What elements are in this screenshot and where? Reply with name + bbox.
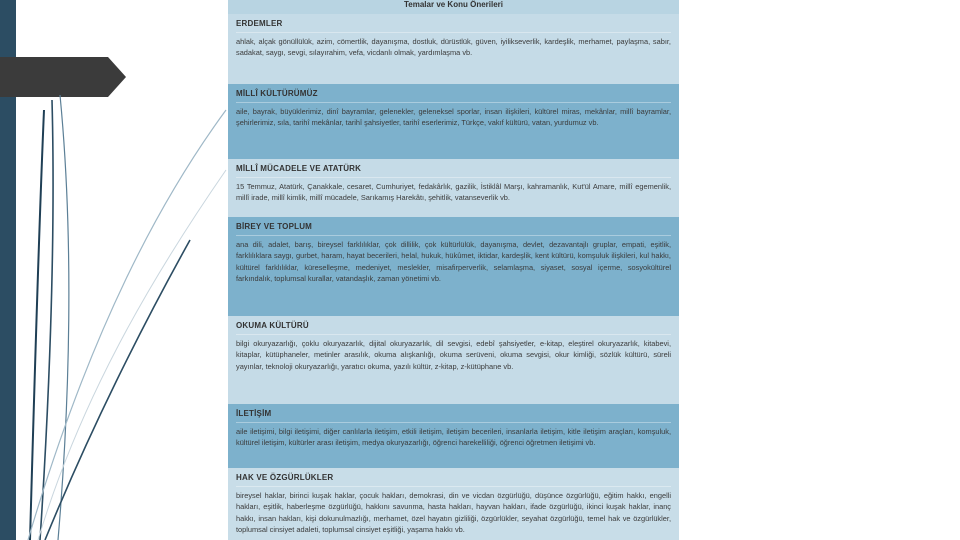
section-body: bireysel haklar, birinci kuşak haklar, çocuk hakları, demokrasi, din ve vicdan özgürlüğü, düşünce özgürlüğü, eğitim hakkı, engelli hakları, eşitlik, haberleşme özgürlüğü, hakkını savunma, hasta hakları, hayvan hakları, ifade özgürlüğü, ikinci kuşak haklar, inanç hakkı, insan hakları, kişi dokunulmazlığı, merhamet, özel hayatın gizliliği, özgürlükler, seyahat özgürlüğü, temel hak ve özgürlükler, toplumsal cinsiyet adaleti, toplumsal cinsiyet eşitliği, yaşama hakkı vb. — [236, 491, 671, 535]
section-body: aile iletişimi, bilgi iletişimi, diğer canlılarla iletişim, etkili iletişim, iletişim becerileri, insanlarla iletişim, kitle iletişim araçları, komşuluk, kültürel iletişim, kültürler arası iletişim, medya okuryazarlığı, öğrenci harekelliliği, öğrenci öğretmen iletişimi vb. — [236, 427, 671, 448]
section-erdemler — [228, 14, 679, 84]
section-heading: İLETİŞİM — [236, 408, 671, 423]
document-page — [228, 0, 679, 540]
section-milli-kulturumuz — [228, 84, 679, 159]
deco-line — [38, 170, 226, 540]
section-hak-ve-ozgurlukler — [228, 468, 679, 540]
section-heading: MİLLÎ KÜLTÜRÜMÜZ — [236, 88, 671, 103]
section-heading: HAK VE ÖZGÜRLÜKLER — [236, 472, 671, 487]
deco-line — [30, 110, 44, 540]
section-body: 15 Temmuz, Atatürk, Çanakkale, cesaret, Cumhuriyet, fedakârlık, gazilik, İstiklâl Marşı, kahramanlık, Kut'ül Amare, millî egemenlik, millî irade, millî kimlik, millî mücadele, Sarıkamış Harekâtı, şehitlik, vatanseverlik vb. — [236, 182, 671, 203]
section-birey-ve-toplum — [228, 217, 679, 316]
title-arrow-shape — [0, 57, 126, 97]
section-milli-mucadele — [228, 159, 679, 217]
section-body: ahlak, alçak gönüllülük, azim, cömertlik, dayanışma, dostluk, dürüstlük, güven, iyilikseverlik, kardeşlik, merhamet, paylaşma, sabır, sadakat, saygı, sevgi, sılayırahim, vefa, vicdanlı olmak, yardımlaşma vb. — [236, 37, 671, 58]
document-title: Temalar ve Konu Önerileri — [228, 0, 679, 14]
section-body: ana dili, adalet, barış, bireysel farklılıklar, çok dillilik, çok kültürlülük, dayanışma, devlet, dezavantajlı gruplar, empati, eşitlik, farklılıklara saygı, gurbet, haram, hayat becerileri, helal, hukuk, hükûmet, iktidar, kardeşlik, kent kültürü, komşuluk ilişkileri, kul hakkı, kültürel farklılıklar, küreselleşme, medeniyet, meslekler, misafirperverlik, selamlaşma, siyaset, sosyal içerme, sosyokültürel farkındalık, toplumsal kurallar, vatandaşlık, zaman yönetimi vb. — [236, 240, 671, 284]
deco-line — [58, 95, 69, 540]
section-heading: MİLLÎ MÜCADELE VE ATATÜRK — [236, 163, 671, 178]
deco-line — [28, 110, 226, 540]
decorative-lines — [0, 0, 230, 540]
section-heading: ERDEMLER — [236, 18, 671, 33]
section-body: bilgi okuryazarlığı, çoklu okuryazarlık, dijital okuryazarlık, dil sevgisi, edebî şahsiyetler, e-kitap, eleştirel okuryazarlık, kitabevi, kitaplar, kütüphaneler, metinler arasılık, okuma alışkanlığı, okuma serüveni, okuma sevgisi, okur kimliği, sözlük kültürü, süreli yayınlar, teknoloji okuryazarlığı, yaratıcı okuma, yazılı kültür, z-kitap, z-kütüphane vb. — [236, 339, 671, 371]
section-iletisim — [228, 404, 679, 468]
section-heading: OKUMA KÜLTÜRÜ — [236, 320, 671, 335]
section-heading: BİREY VE TOPLUM — [236, 221, 671, 236]
section-okuma-kulturu — [228, 316, 679, 404]
section-body: aile, bayrak, büyüklerimiz, dinî bayramlar, gelenekler, geleneksel sporlar, insan ilişkileri, kültürel miras, mekânlar, millî bayramlar, şehirlerimiz, sıla, tarihî mekânlar, tarihî şahsiyetler, tarihî eserlerimiz, Türkçe, vakıf kültürü, vatan, yurdumuz vb. — [236, 107, 671, 128]
